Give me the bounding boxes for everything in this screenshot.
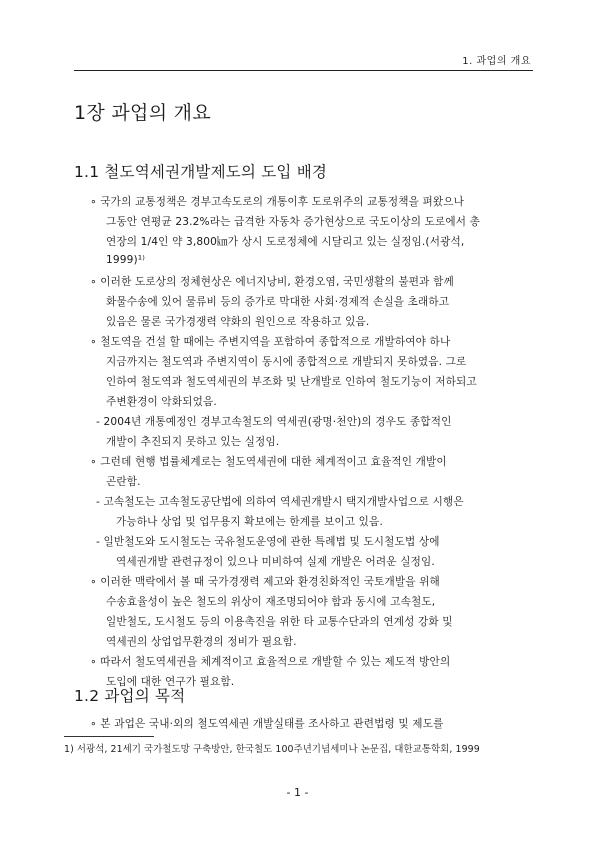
- body-line: 도입에 대한 연구가 필요함.: [106, 676, 235, 688]
- body-line: ∘ 이러한 도로상의 정체현상은 에너지낭비, 환경오염, 국민생활의 불편과 함께: [90, 276, 454, 288]
- page-number: - 1 -: [286, 786, 309, 799]
- body-line: 지금까지는 철도역과 주변지역이 동시에 종합적으로 개발되지 못하였음. 그로: [106, 356, 467, 368]
- body-line: ∘ 이러한 맥락에서 볼 때 국가경쟁력 제고와 환경친화적인 국토개발을 위해: [90, 576, 440, 588]
- body-line: 1999)¹⁾: [106, 254, 145, 266]
- body-line: 역세권의 상업업무환경의 정비가 필요함.: [106, 636, 297, 648]
- body-line: 곤란함.: [106, 476, 141, 488]
- body-line: 수송효율성이 높은 철도의 위상이 재조명되어야 함과 동시에 고속철도,: [106, 596, 436, 608]
- body-line: - 일반철도와 도시철도는 국유철도운영에 관한 특례법 및 도시철도법 상에: [96, 536, 440, 548]
- header-rule: [74, 70, 533, 71]
- body-line: 있음은 물론 국가경쟁력 약화의 원인으로 작용하고 있음.: [106, 316, 370, 328]
- body-line: 주변환경이 악화되었음.: [106, 396, 217, 408]
- running-header: 1. 과업의 개요: [462, 56, 531, 67]
- body-line: 연장의 1/4인 약 3,800㎞가 상시 도로정체에 시달리고 있는 실정임.(서광석,: [106, 236, 465, 248]
- body-line: ∘ 철도역을 건설 할 때에는 주변지역을 포함하여 종합적으로 개발하여야 하나: [90, 336, 451, 348]
- body-line: ∘ 본 과업은 국내·외의 철도역세권 개발실태를 조사하고 관련법령 및 제도를: [90, 718, 444, 730]
- section-heading-purpose: 1.2 과업의 목적: [74, 687, 186, 705]
- section-heading-background: 1.1 철도역세권개발제도의 도입 배경: [74, 163, 328, 181]
- body-line: - 고속철도는 고속철도공단법에 의하여 역세권개발시 택지개발사업으로 시행은: [96, 496, 464, 508]
- body-line: ∘ 국가의 교통정책은 경부고속도로의 개통이후 도로위주의 교통정책을 펴왔으나: [90, 196, 465, 208]
- body-line: 그동안 연평균 23.2%라는 급격한 자동차 증가현상으로 국도이상의 도로에서 총: [106, 216, 481, 228]
- body-line: 역세권개발 관련규정이 있으나 미비하여 실제 개발은 어려운 실정임.: [116, 556, 435, 568]
- body-line: - 2004년 개통예정인 경부고속철도의 역세권(광명·천안)의 경우도 종합적인: [96, 416, 452, 428]
- footnote-rule: [64, 736, 154, 737]
- body-line: 가능하나 상업 및 업무용지 확보에는 한계를 보이고 있음.: [116, 516, 383, 528]
- body-line: 화물수송에 있어 물류비 등의 증가로 막대한 사회·경제적 손실을 초래하고: [106, 296, 450, 308]
- body-line: ∘ 그런데 현행 법률체계로는 철도역세권에 대한 체계적이고 효율적인 개발이: [90, 456, 447, 468]
- body-line: ∘ 따라서 철도역세권을 체계적이고 효율적으로 개발할 수 있는 제도적 방안의: [90, 656, 451, 668]
- body-line: 인하여 철도역과 철도역세권의 부조화 및 난개발로 인하여 철도기능이 저하되고: [106, 376, 477, 388]
- body-line: 개발이 추진되지 못하고 있는 실정임.: [106, 436, 280, 448]
- body-line: 일반철도, 도시철도 등의 이용촉진을 위한 타 교통수단과의 연계성 강화 및: [106, 616, 453, 628]
- footnote: 1) 서광석, 21세기 국가철도망 구축방안, 한국철도 100주년기념세미나 논문집, 대한교통학회, 1999: [64, 744, 480, 755]
- chapter-title: 1장 과업의 개요: [74, 102, 211, 124]
